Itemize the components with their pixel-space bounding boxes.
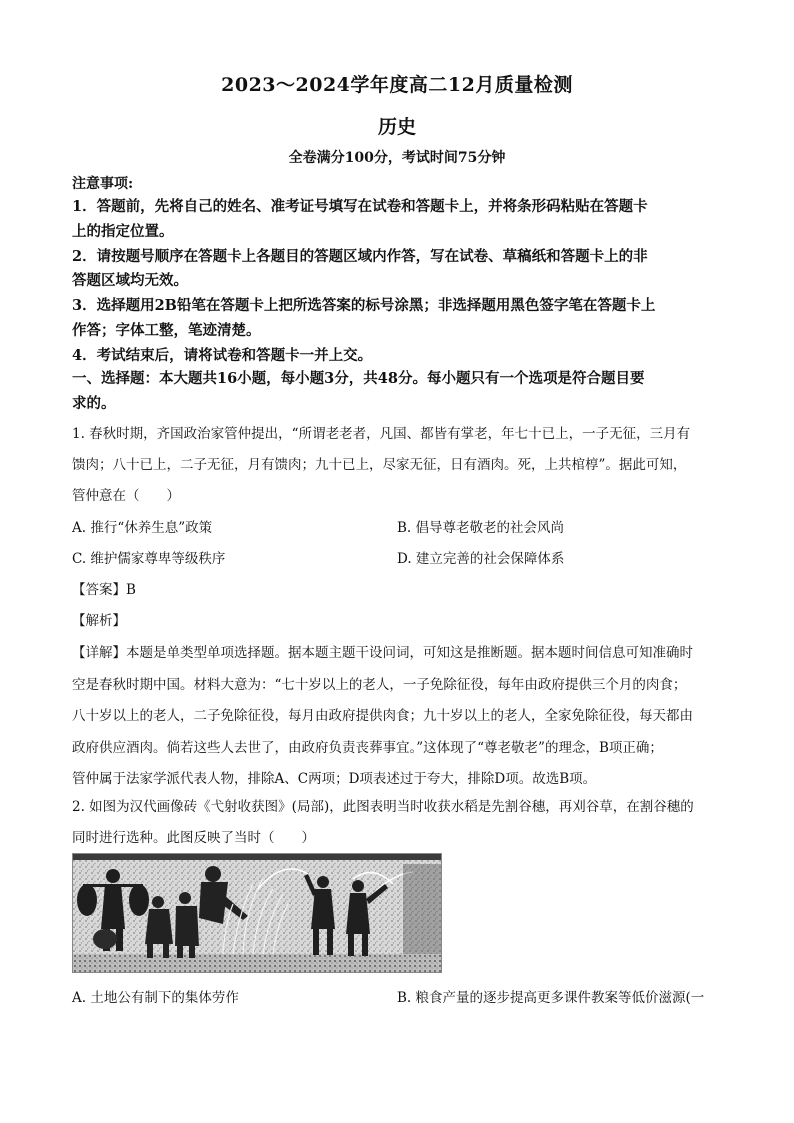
question-line: 管仲意在（ ） [72,488,180,504]
detail-line: 【详解】本题是单类型单项选择题。据本题主题干设问词，可知这是推断题。据本题时间信息可知准确时 [72,645,693,661]
detail-line: 八十岁以上的老人，二子免除征役，每月由政府提供肉食；九十岁以上的老人，全家免除征役，每天都由 [72,708,693,724]
subject-title: 历史 [377,116,416,138]
question-1-stem [72,419,724,512]
q1-option-b: B. 倡导尊老敬老的社会风尚 [397,520,565,536]
q1-option-d: D. 建立完善的社会保障体系 [397,551,565,567]
notice-heading: 注意事项: [72,176,134,192]
detail-line: 空是春秋时期中国。材料大意为：“七十岁以上的老人，一子免除征役，每年由政府提供三个月的肉食； [72,676,687,693]
notice-line: 作答；字体工整，笔迹清楚。 [72,321,261,339]
detail-line: 管仲属于法家学派代表人物，排除A、C两项；D项表述过于夸大，排除D项。故选B项。 [72,771,597,787]
detail-line: 政府供应酒肉。倘若这些人去世了，由政府负责丧葬事宜。”这体现了“尊老敬老”的理念，B项正确； [72,739,663,756]
exam-meta: 全卷满分100分，考试时间75分钟 [288,150,506,166]
notice-line: 1．答题前，先将自己的姓名、准考证号填写在试卷和答题卡上，并将条形码粘贴在答题卡 [72,198,648,215]
notice-list [72,195,724,369]
q1-detail [72,638,724,796]
harvest-relief-image [72,853,442,973]
q1-analysis-label: 【解析】 [72,613,126,629]
notice-line: 答题区域均无效。 [72,272,188,290]
q2-option-b: B. 粮食产量的逐步提高更多课件教案等低价滋源(一 [397,990,705,1006]
section-line: 求的。 [72,394,116,412]
question-line: 馈肉；八十已上，二子无征，月有馈肉；九十已上，尽家无征，日有酒肉。死，上共棺椁”。据此可知， [72,457,687,473]
q1-answer: 【答案】B [72,582,136,598]
notice-line: 3．选择题用2B铅笔在答题卡上把所选答案的标号涂黑；非选择题用黑色签字笔在答题卡上 [72,297,656,315]
q1-option-a: A. 推行“休养生息”政策 [72,520,213,536]
exam-title: 2023～2024学年度高二12月质量检测 [221,74,573,96]
q1-option-c: C. 维护儒家尊卑等级秩序 [72,551,226,567]
section-heading [72,367,724,417]
rubbing-illustration [73,854,441,972]
notice-line: 4．考试结束后，请将试卷和答题卡一并上交。 [72,346,373,364]
question-line: 同时进行选种。此图反映了当时（ ） [72,830,315,846]
q2-option-a: A. 土地公有制下的集体劳作 [72,990,239,1006]
notice-line: 上的指定位置。 [72,222,174,240]
section-line: 一、选择题：本大题共16小题，每小题3分，共48分。每小题只有一个选项是符合题目要 [72,370,645,387]
question-line: 2. 如图为汉代画像砖《弋射收获图》(局部)，此图表明当时收获水稻是先割谷穗，再刈谷草，在割谷穗的 [72,799,694,815]
question-line: 1. 春秋时期，齐国政治家管仲提出，“所谓老老者，凡国、都皆有掌老，年七十已上，一子无征，三月有 [72,426,691,442]
question-2-stem [72,792,724,854]
notice-line: 2．请按题号顺序在答题卡上各题目的答题区域内作答，写在试卷、草稿纸和答题卡上的非 [72,247,648,265]
